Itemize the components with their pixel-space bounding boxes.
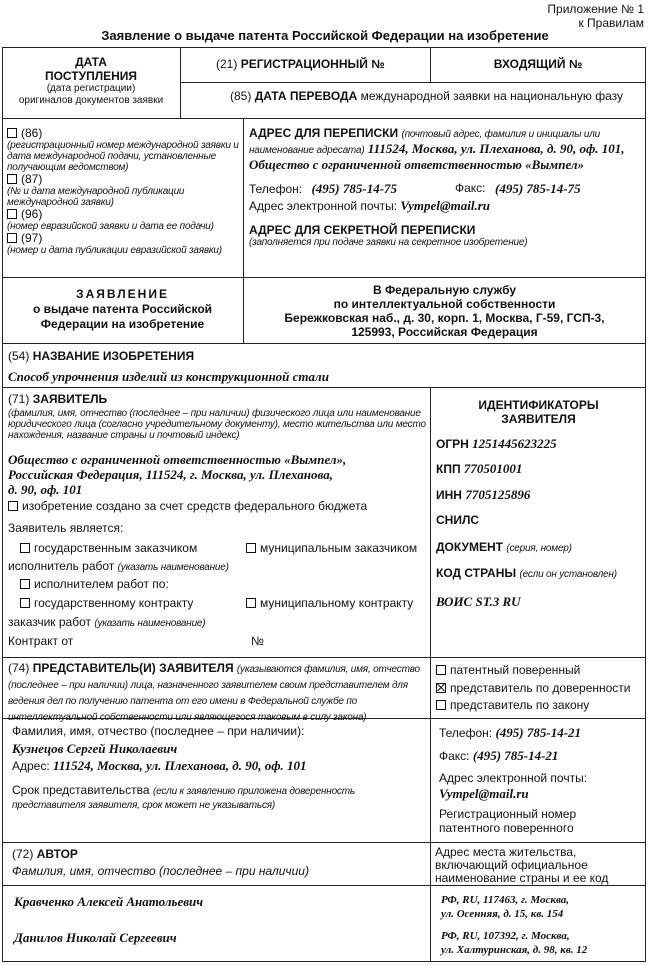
specify-note: (указать наименование) [117, 562, 229, 573]
divider [430, 718, 431, 842]
representative-address-label: Адрес: [12, 759, 50, 773]
incoming-number-field[interactable]: ВХОДЯЩИЙ № [493, 57, 583, 71]
applicant-value-line: Общество с ограниченной ответственностью «Вымпел», [8, 452, 347, 467]
author-address-header-line: наименование страны и ее код [435, 871, 609, 885]
email-label: Адрес электронной почты: [249, 199, 398, 213]
checkbox-icon[interactable] [8, 501, 18, 511]
divider [2, 277, 646, 278]
applicant-value-line: д. 90, оф. 101 [8, 482, 83, 497]
code-label: (97) [21, 231, 43, 245]
code-97[interactable] [7, 232, 241, 245]
field-code: (85) [230, 89, 252, 103]
representative-address-value: 111524, Москва, ул. Плеханова, д. 90, оф. 101 [53, 758, 307, 773]
field-code: (71) [8, 392, 30, 406]
representative-address[interactable] [12, 759, 307, 774]
country-code-label: КОД СТРАНЫ [436, 566, 517, 580]
representative-phone[interactable] [439, 726, 581, 741]
divider [2, 387, 646, 388]
author-address-line: ул. Халтуринская, д. 98, кв. 12 [441, 944, 588, 956]
addressee-line: 125993, Российская Федерация [351, 325, 538, 339]
author-fio-label: Фамилия, имя, отчество (последнее – при наличии) [12, 864, 309, 878]
country-code-value[interactable]: ВОИС ST.3 RU [436, 594, 521, 609]
correspondence-label: АДРЕС ДЛЯ ПЕРЕПИСКИ [249, 126, 399, 140]
divider [243, 118, 244, 277]
budget-label: изобретение создано за счет средств федерального бюджета [22, 499, 368, 513]
author-address-header-line: Адрес места жительства, [435, 845, 577, 859]
author-address-header [435, 846, 608, 885]
term-note: (если к заявлению приложена доверенность представителя заявителя, срок может не указываться) [12, 786, 355, 811]
phone-value[interactable]: (495) 785-14-75 [311, 181, 398, 196]
date-received-block [4, 55, 178, 107]
inn-value: 7705125896 [465, 487, 531, 502]
checkbox-icon[interactable] [20, 543, 30, 553]
state-customer-label: государственным заказчиком [34, 541, 198, 555]
secret-address-label: АДРЕС ДЛЯ СЕКРЕТНОЙ ПЕРЕПИСКИ [249, 223, 476, 237]
checkbox-icon[interactable] [246, 598, 256, 608]
divider [2, 343, 646, 344]
country-code-field[interactable] [436, 567, 617, 581]
applicant-label [8, 393, 107, 407]
code-87[interactable] [7, 173, 241, 186]
state-customer-checkbox[interactable] [20, 542, 197, 556]
checkbox-icon[interactable] [436, 665, 446, 675]
attorney-reg-label: патентного поверенного [439, 821, 574, 835]
municipal-contract-checkbox[interactable] [246, 597, 413, 611]
fax-value: (495) 785-14-21 [472, 748, 559, 763]
divider [243, 277, 244, 343]
addressee-line: Бережковская наб., д. 30, корп. 1, Москва, Г-59, ГСП-3, [284, 311, 605, 325]
document-field[interactable] [436, 541, 572, 555]
representative-fio-label: Фамилия, имя, отчество (последнее – при наличии): [12, 724, 305, 738]
code-96[interactable] [7, 208, 241, 221]
representative-fio-value[interactable]: Кузнецов Сергей Николаевич [12, 741, 178, 756]
author-label [12, 848, 78, 862]
kpp-value: 770501001 [463, 461, 523, 476]
municipal-customer-label: муниципальным заказчиком [260, 541, 418, 555]
representative-email-value[interactable]: Vympel@mail.ru [439, 786, 529, 801]
field-code: (72) [12, 847, 34, 861]
correspondence-address[interactable]: 111524, Москва, ул. Плеханова, д. 90, оф. 101, Общество с ограниченной ответственностью «Вымпел» [249, 141, 625, 172]
fax-value[interactable]: (495) 785-14-75 [495, 181, 581, 196]
date-received-title: ПОСТУПЛЕНИЯ [44, 69, 138, 83]
author-address-line: РФ, RU, 117463, г. Москва, [441, 894, 570, 906]
legal-representative-label: представитель по закону [450, 698, 590, 712]
divider [180, 82, 646, 83]
field-code: (54) [8, 349, 30, 363]
addressee-line: по интеллектуальной собственности [333, 297, 556, 311]
statement-title: ЗАЯВЛЕНИЕ [76, 287, 169, 301]
checkbox-icon[interactable] [7, 128, 17, 138]
divider [2, 885, 646, 886]
term-label: Срок представительства [12, 783, 150, 797]
date-received-title: ДАТА [75, 55, 107, 69]
inn-label: ИНН [436, 488, 462, 502]
reg-number-label: РЕГИСТРАЦИОННЫЙ № [240, 57, 385, 71]
patent-attorney-checkbox[interactable] [436, 664, 580, 678]
proxy-representative-checkbox[interactable] [436, 682, 631, 696]
customer-label: заказчик работ [8, 615, 91, 629]
invention-name-label [8, 350, 194, 364]
proxy-representative-label: представитель по доверенности [450, 681, 631, 695]
appendix-label [547, 3, 644, 31]
code-desc: (номер и дата публикации евразийской заявки) [7, 245, 222, 256]
form-title: Заявление о выдаче патента Российской Федерации на изобретение [101, 28, 549, 43]
representative-fax[interactable] [439, 749, 558, 764]
country-code-note: (если он установлен) [519, 569, 617, 580]
applicant-value-line: Российская Федерация, 111524, г. Москва, ул. Плеханова, [8, 467, 333, 482]
attorney-reg-number[interactable] [439, 807, 576, 835]
attorney-reg-label: Регистрационный номер [439, 807, 577, 821]
checkbox-icon[interactable] [7, 209, 17, 219]
field-code: (74) [8, 661, 30, 675]
codes-block [7, 127, 241, 256]
phone-label: Телефон: [439, 726, 493, 740]
addressee-line: В Федеральную службу [372, 283, 517, 297]
code-86[interactable] [7, 127, 241, 140]
phone-label: Телефон: [249, 182, 303, 196]
reg-number-field[interactable] [216, 58, 385, 72]
state-contract-checkbox[interactable] [20, 597, 193, 611]
executor-checkbox[interactable] [20, 578, 169, 592]
representative-label: ПРЕДСТАВИТЕЛЬ(И) ЗАЯВИТЕЛЯ [32, 661, 234, 675]
invention-name-value[interactable]: Способ упрочнения изделий из конструкционной стали [8, 369, 329, 384]
representative-header [8, 661, 426, 725]
transfer-date-desc: международной заявки на национальную фазу [360, 89, 623, 103]
ogrn-label: ОГРН [436, 437, 469, 451]
customer-field[interactable] [8, 616, 205, 630]
identifiers-title-line: ИДЕНТИФИКАТОРЫ [478, 398, 599, 412]
document-note: (серия, номер) [506, 543, 572, 554]
kpp-field[interactable] [436, 462, 522, 477]
executor-of-label: исполнителем работ по: [34, 577, 169, 591]
contract-date-field[interactable]: Контракт от [8, 634, 74, 648]
executor-field[interactable] [8, 560, 229, 574]
checkbox-icon[interactable] [246, 543, 256, 553]
checkbox-icon[interactable] [20, 579, 30, 589]
author-address[interactable] [441, 929, 587, 957]
ogrn-value: 1251445623225 [472, 436, 557, 451]
snils-field[interactable]: СНИЛС [436, 513, 480, 527]
state-contract-label: государственному контракту [34, 596, 194, 610]
municipal-contract-label: муниципальному контракту [260, 596, 414, 610]
divider [430, 387, 431, 657]
author-address[interactable] [441, 893, 569, 921]
representative-note: (указываются фамилия, имя, отчество (последнее – при наличии) лица, назначенного заявителем своим представителем для ведения дел по получению патента от его имени в Федеральной службе по интеллектуальной собственности или являющегося таковым в силу закона) [8, 664, 420, 723]
code-label: (87) [21, 172, 43, 186]
phone-value: (495) 785-14-21 [495, 725, 582, 740]
addressee-block [245, 283, 644, 339]
secret-address-note: (заполняется при подаче заявки на секретное изобретение) [249, 237, 528, 248]
invention-label: НАЗВАНИЕ ИЗОБРЕТЕНИЯ [32, 349, 195, 363]
applicant-value[interactable] [8, 452, 426, 497]
date-received-note: оригиналов документов заявки [18, 95, 164, 106]
author-address-line: ул. Осенняя, д. 15, кв. 154 [441, 908, 564, 920]
fax-label: Факс: [439, 749, 470, 763]
representative-email-label: Адрес электронной почты: [439, 771, 588, 785]
code-desc: (номер евразийской заявки и дата ее подачи) [7, 221, 214, 232]
budget-checkbox[interactable] [8, 500, 367, 514]
statement-subtitle: Федерации на изобретение [40, 317, 205, 331]
divider [2, 657, 646, 658]
document-label: ДОКУМЕНТ [436, 540, 503, 554]
divider [430, 657, 431, 718]
applicant-is-label: Заявитель является: [8, 521, 124, 535]
divider [2, 118, 646, 119]
ogrn-field[interactable] [436, 437, 557, 452]
date-received-note: (дата регистрации) [46, 83, 136, 94]
checkbox-icon[interactable] [7, 233, 17, 243]
identifiers-title-line: ЗАЯВИТЕЛЯ [501, 412, 576, 426]
correspondence-note: (почтовый адрес, фамилия и инициалы или наименование адресата) [249, 129, 601, 156]
divider [2, 842, 646, 843]
checked-checkbox-icon[interactable] [436, 683, 446, 693]
code-desc: (№ и дата международной публикации международной заявки) [7, 186, 185, 208]
representative-term[interactable] [12, 784, 426, 812]
author-title: АВТОР [36, 847, 78, 861]
inn-field[interactable] [436, 488, 530, 503]
applicant-title: ЗАЯВИТЕЛЬ [32, 392, 108, 406]
correspondence-block [249, 126, 641, 248]
specify-note: (указать наименование) [94, 618, 206, 629]
executor-label: исполнитель работ [8, 559, 115, 573]
divider [430, 842, 431, 962]
applicant-note: (фамилия, имя, отчество (последнее – при наличии) физического лица или наименование юридического лица (согласно учредительному документу), место жительства или место нахождения, название страны и почтовый индекс) [8, 408, 426, 441]
patent-attorney-label: патентный поверенный [450, 663, 581, 677]
checkbox-icon[interactable] [7, 174, 17, 184]
checkbox-icon[interactable] [20, 598, 30, 608]
kpp-label: КПП [436, 462, 461, 476]
municipal-customer-checkbox[interactable] [246, 542, 417, 556]
legal-representative-checkbox[interactable] [436, 699, 589, 713]
author-address-header-line: включающий официальное [435, 858, 588, 872]
code-label: (86) [21, 126, 43, 140]
transfer-date-label: ДАТА ПЕРЕВОДА [254, 89, 358, 103]
statement-title-block [4, 287, 241, 332]
code-desc: (регистрационный номер международной заявки и дата международной подачи, установленные получающим ведомством) [7, 140, 239, 173]
email-value[interactable]: Vympel@mail.ru [400, 198, 491, 213]
appendix-line: к Правилам [578, 15, 644, 30]
field-code: (21) [216, 57, 238, 71]
author-name[interactable]: Кравченко Алексей Анатольевич [14, 894, 204, 909]
code-label: (96) [21, 207, 43, 221]
checkbox-icon[interactable] [436, 700, 446, 710]
statement-subtitle: о выдаче патента Российской [32, 302, 213, 316]
author-name[interactable]: Данилов Николай Сергеевич [14, 930, 177, 945]
appendix-line: Приложение № 1 [547, 2, 644, 16]
author-address-line: РФ, RU, 107392, г. Москва, [441, 930, 570, 942]
identifiers-title [431, 398, 646, 426]
contract-number-field[interactable]: № [251, 634, 264, 648]
fax-label: Факс: [455, 181, 486, 195]
transfer-date-field[interactable] [230, 90, 623, 104]
